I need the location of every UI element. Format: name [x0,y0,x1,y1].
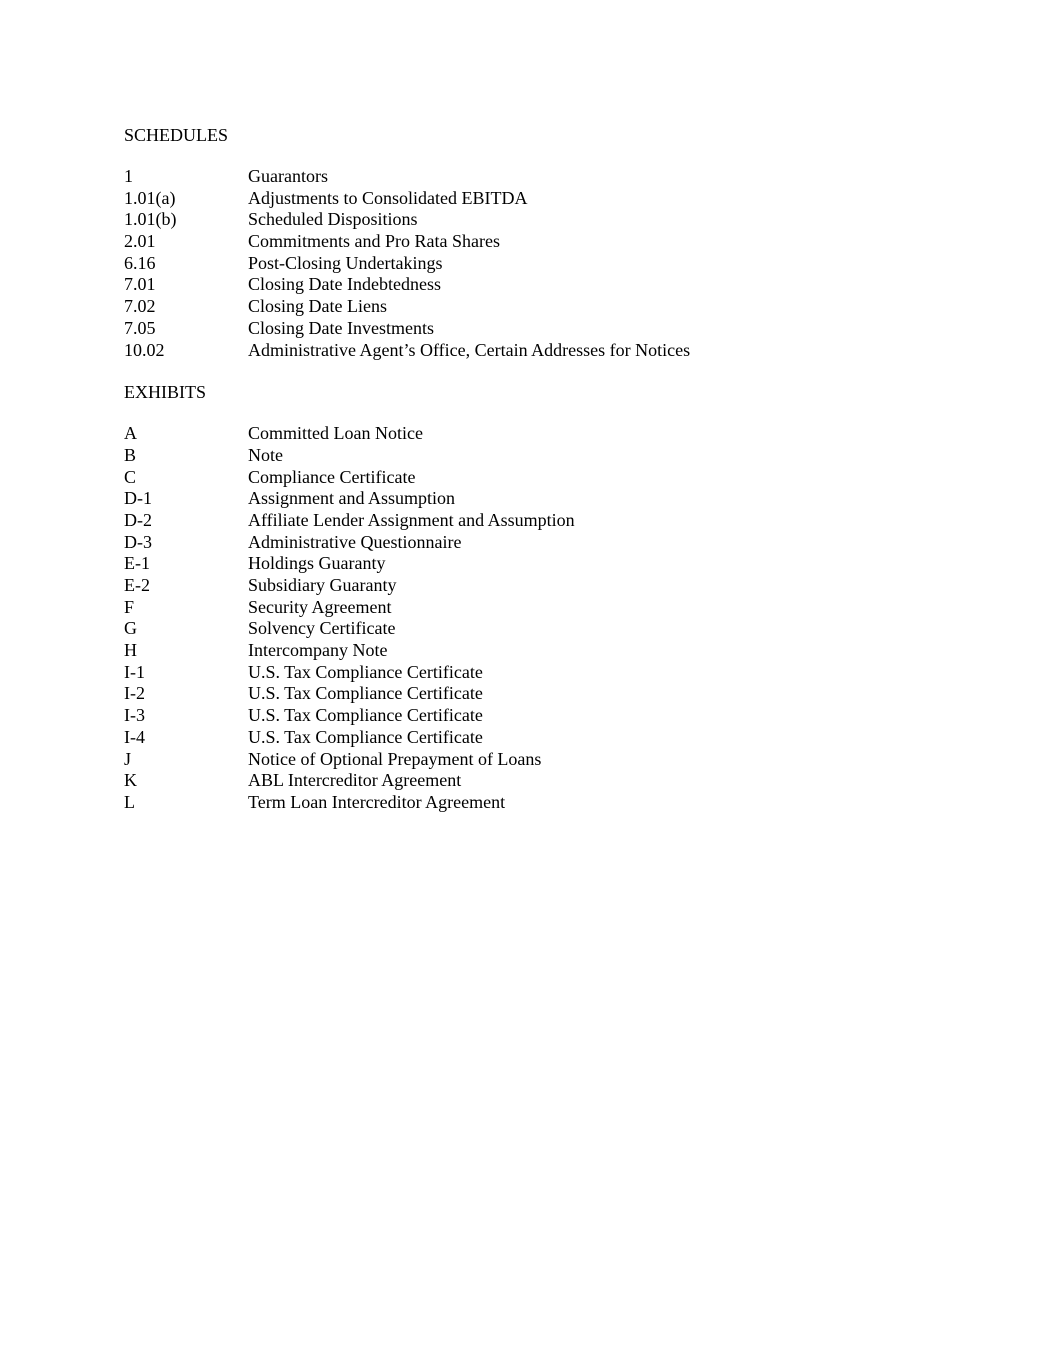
exhibit-code: I-1 [124,661,145,682]
exhibits-list [124,423,944,813]
exhibit-title: U.S. Tax Compliance Certificate [248,705,483,726]
schedule-code: 7.05 [124,317,156,338]
exhibit-code: D-3 [124,531,152,552]
exhibit-title: U.S. Tax Compliance Certificate [248,661,483,682]
schedule-title: Adjustments to Consolidated EBITDA [248,187,528,208]
schedule-title: Post-Closing Undertakings [248,252,443,273]
exhibit-title: Affiliate Lender Assignment and Assumption [248,509,575,530]
exhibit-row [124,770,944,792]
exhibits-heading: EXHIBITS [124,382,206,403]
exhibit-row [124,727,944,749]
schedule-code: 6.16 [124,252,156,273]
schedule-row [124,296,944,318]
schedule-title: Guarantors [248,166,328,186]
exhibit-code: E-2 [124,575,150,595]
schedule-code: 1.01(a) [124,187,176,208]
schedule-title: Scheduled Dispositions [248,209,418,230]
schedule-row [124,188,944,210]
exhibit-code: F [124,596,135,617]
exhibit-code: D-1 [124,488,152,509]
exhibit-title: Term Loan Intercreditor Agreement [248,791,506,812]
exhibit-row [124,445,944,467]
exhibit-code: J [124,748,132,769]
exhibit-title: Security Agreement [248,596,392,617]
exhibit-title: U.S. Tax Compliance Certificate [248,683,483,704]
exhibit-title: Intercompany Note [248,640,388,661]
exhibit-title: Subsidiary Guaranty [248,575,397,595]
exhibit-title: U.S. Tax Compliance Certificate [248,726,483,747]
document-page [124,124,944,814]
exhibit-code: D-2 [124,509,152,530]
exhibit-title: Note [248,444,283,465]
schedules-heading: SCHEDULES [124,125,229,145]
exhibit-code: L [124,791,135,812]
schedule-row [124,231,944,253]
schedule-row [124,340,944,362]
exhibit-code: I-4 [124,726,145,747]
exhibit-code: K [124,770,137,791]
exhibit-code: B [124,444,137,465]
schedule-code: 2.01 [124,231,156,252]
exhibit-row [124,792,944,814]
schedules-list [124,166,944,361]
schedule-title: Closing Date Indebtedness [248,274,441,295]
exhibit-row [124,640,944,662]
schedule-title: Administrative Agent’s Office, Certain Addresses for Notices [248,339,691,360]
schedule-title: Closing Date Liens [248,296,387,317]
exhibit-title: Administrative Questionnaire [248,531,462,552]
exhibit-row [124,467,944,489]
exhibit-title: Solvency Certificate [248,618,396,639]
schedule-row [124,318,944,340]
exhibit-title: Notice of Optional Prepayment of Loans [248,748,542,769]
schedule-title: Commitments and Pro Rata Shares [248,231,500,252]
exhibit-code: I-2 [124,683,145,704]
schedule-row [124,209,944,231]
exhibit-row [124,662,944,684]
exhibit-row [124,510,944,532]
exhibit-row [124,618,944,640]
schedule-row [124,274,944,296]
exhibit-row [124,749,944,771]
exhibit-title: ABL Intercreditor Agreement [248,770,462,791]
exhibit-row [124,423,944,445]
exhibit-code: H [124,640,137,661]
exhibit-title: Compliance Certificate [248,466,416,487]
exhibit-row [124,575,944,597]
exhibit-code: G [124,618,137,639]
exhibit-row [124,705,944,727]
exhibit-code: A [124,423,137,444]
exhibit-row [124,532,944,554]
exhibit-code: E-1 [124,553,150,574]
exhibit-row [124,488,944,510]
exhibit-title: Committed Loan Notice [248,423,423,444]
exhibit-row [124,683,944,705]
schedule-code: 7.01 [124,274,156,295]
schedule-row [124,166,944,188]
schedule-code: 10.02 [124,339,165,360]
schedule-row [124,253,944,275]
schedule-code: 1.01(b) [124,209,177,230]
exhibit-row [124,597,944,619]
exhibit-code: I-3 [124,705,145,726]
exhibit-row [124,553,944,575]
exhibit-title: Holdings Guaranty [248,553,386,574]
schedule-code: 1 [124,166,133,186]
exhibit-title: Assignment and Assumption [248,488,456,509]
exhibit-code: C [124,466,137,487]
schedule-code: 7.02 [124,296,156,317]
schedule-title: Closing Date Investments [248,317,434,338]
